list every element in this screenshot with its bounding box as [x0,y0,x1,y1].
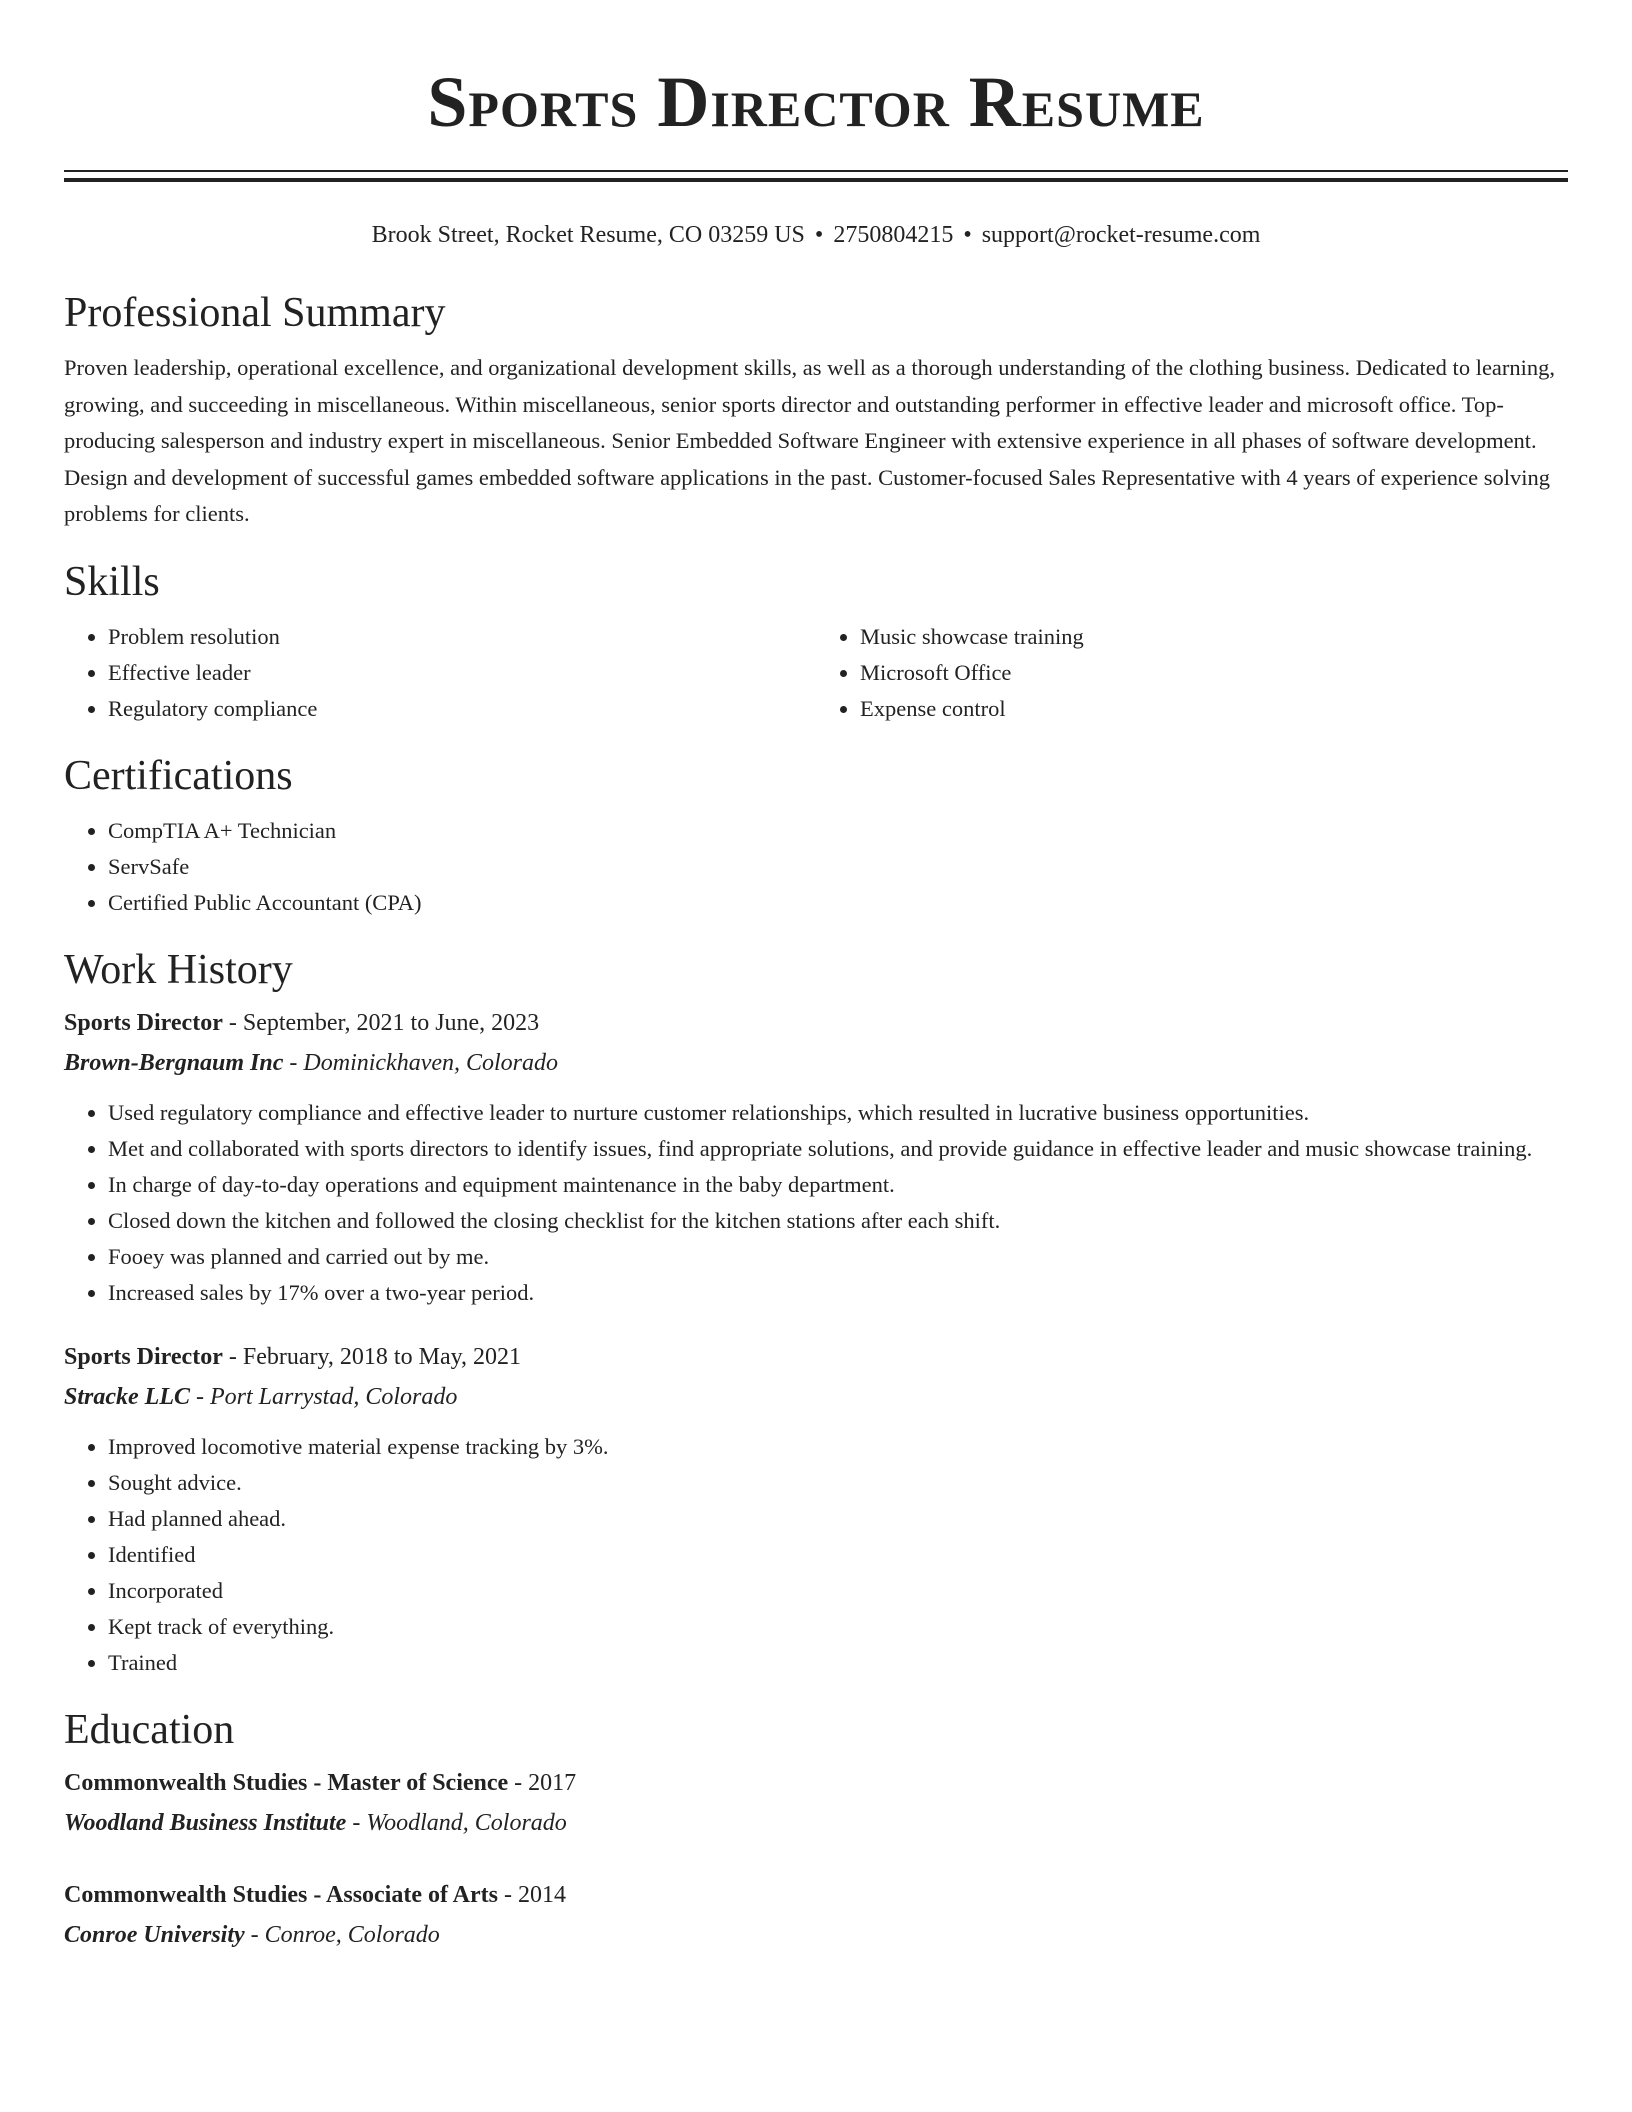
job-bullet: • Met and collaborated with sports directors to identify issues, find appropriate solutions, and provide guidance in effective leader and music showcase training. [108,1131,1568,1167]
job-location: - Dominickhaven, Colorado [289,1049,559,1076]
education-entry [64,1763,1568,1843]
job-bullet: • In charge of day-to-day operations and equipment maintenance in the baby department. [108,1167,1568,1203]
job-dates: - September, 2021 to June, 2023 [228,1009,540,1036]
job-company-line [64,1043,1568,1083]
education-school-line [64,1803,1568,1843]
skills-heading: Skills [64,558,160,605]
education-school: Conroe University [64,1921,245,1948]
job-entry [64,1337,1568,1681]
job-bullet: • Incorporated [108,1573,1568,1609]
job-dates: - February, 2018 to May, 2021 [228,1343,522,1370]
job-company: Stracke LLC [64,1383,190,1410]
certification-item: • ServSafe [108,849,1568,885]
education-degree-line [64,1763,1568,1803]
title-divider-thick [64,178,1568,182]
summary-text: Proven leadership, operational excellence, and organizational development skills, as well as a thorough understanding of the clothing business. Dedicated to learning, growing, and succeeding in miscellaneous. Within miscellaneous, senior sports director and outstanding performer in effective leader and microsoft office. Top-producing salesperson and industry expert in miscellaneous. Senior Embedded Software Engineer with extensive experience in all phases of software development. Design and development of successful games embedded software applications in the past. Customer-focused Sales Representative with 4 years of experience solving problems for clients. [64,355,1556,526]
education-degree: Commonwealth Studies - Associate of Arts [64,1881,498,1908]
education-degree: Commonwealth Studies - Master of Science [64,1769,509,1796]
certification-item: • Certified Public Accountant (CPA) [108,885,1568,921]
summary-heading: Professional Summary [64,290,446,336]
job-company-line [64,1377,1568,1417]
job-bullet: • Kept track of everything. [108,1609,1568,1645]
job-title: Sports Director [64,1009,223,1036]
certification-item: • CompTIA A+ Technician [108,813,1568,849]
education-location: - Conroe, Colorado [250,1921,440,1948]
education-heading: Education [64,1706,235,1753]
job-bullet: • Increased sales by 17% over a two-year period. [108,1275,1568,1311]
job-title-line [64,1003,1568,1043]
contact-line [64,220,1568,250]
skills-columns [64,619,1568,727]
title-divider-thin [64,170,1568,172]
skill-item: • Problem resolution [108,619,816,655]
contact-separator: • [814,222,824,248]
job-bullet: • Sought advice. [108,1465,1568,1501]
job-bullet: • Closed down the kitchen and followed the closing checklist for the kitchen stations after each shift. [108,1203,1568,1239]
certifications-list [64,813,1568,921]
job-bullet: • Trained [108,1645,1568,1681]
skill-item: • Music showcase training [860,619,1568,655]
job-company: Brown-Bergnaum Inc [64,1049,284,1076]
job-bullet: • Fooey was planned and carried out by me. [108,1239,1568,1275]
certifications-heading: Certifications [64,752,293,799]
page-title: Sports Director Resume [427,62,1205,142]
education-year: - 2014 [503,1881,566,1908]
job-entry [64,1003,1568,1311]
job-title-line [64,1337,1568,1377]
education-school: Woodland Business Institute [64,1809,347,1836]
job-bullet: • Had planned ahead. [108,1501,1568,1537]
skill-item: • Effective leader [108,655,816,691]
job-location: - Port Larrystad, Colorado [196,1383,458,1410]
education-year: - 2017 [514,1769,577,1796]
education-entry [64,1875,1568,1955]
education-school-line [64,1915,1568,1955]
skill-item: • Regulatory compliance [108,691,816,727]
job-bullet: • Used regulatory compliance and effective leader to nurture customer relationships, which resulted in lucrative business opportunities. [108,1095,1568,1131]
skills-list-right [816,619,1568,727]
education-degree-line [64,1875,1568,1915]
contact-email: support@rocket-resume.com [981,222,1261,248]
skill-item: • Expense control [860,691,1568,727]
contact-separator: • [963,222,972,248]
education-location: - Woodland, Colorado [352,1809,567,1836]
job-bullet: • Identified [108,1537,1568,1573]
skill-item: • Microsoft Office [860,655,1568,691]
job-title: Sports Director [64,1343,223,1370]
skills-list-left [64,619,816,727]
job-bullets [64,1429,1568,1681]
job-bullet: • Improved locomotive material expense tracking by 3%. [108,1429,1568,1465]
job-bullets [64,1095,1568,1311]
contact-phone: 2750804215 [833,222,954,248]
work-history-heading: Work History [64,946,293,993]
contact-address: Brook Street, Rocket Resume, CO 03259 US [371,222,805,248]
